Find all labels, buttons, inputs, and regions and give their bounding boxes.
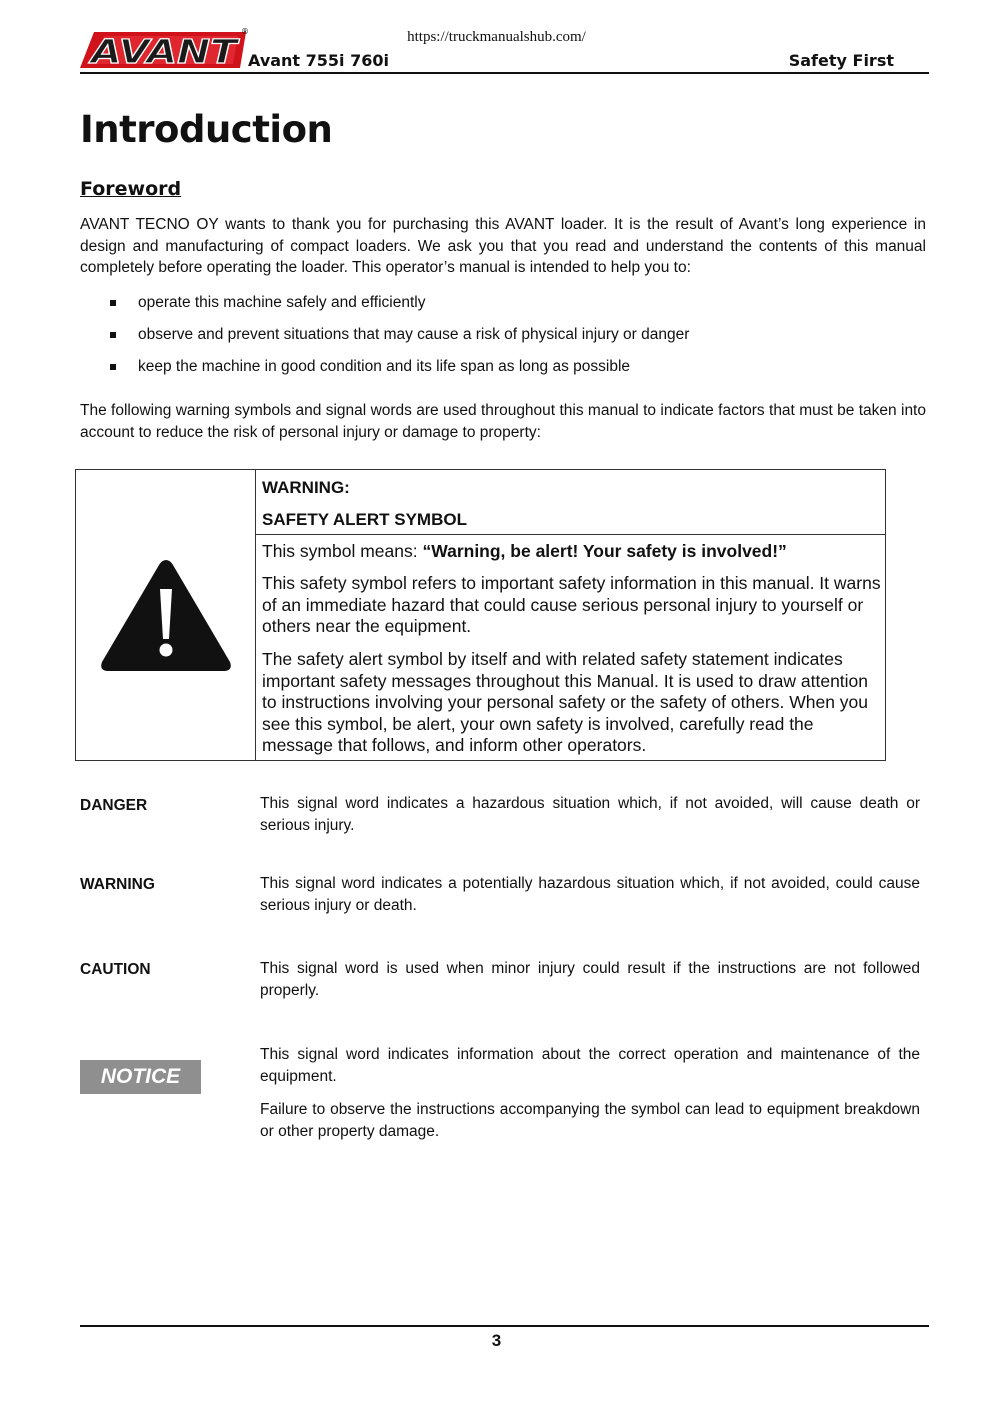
signal-word-danger: DANGER xyxy=(80,797,148,814)
page-number: 3 xyxy=(491,1331,502,1350)
registered-mark: ® xyxy=(241,27,249,36)
caution-description: This signal word is used when minor injury could result if the instructions are not followed properly. xyxy=(260,960,920,999)
alert-paragraph-1: This safety symbol refers to important safety information in this manual. It warns of an immediate hazard that could cause serious personal injury to yourself or others near the equipment. xyxy=(262,573,881,636)
alert-title-warning: WARNING: xyxy=(262,478,350,497)
avant-logo xyxy=(80,26,248,70)
notice-badge: NOTICE xyxy=(80,1060,201,1094)
footer-divider xyxy=(80,1325,929,1327)
logo-wordmark: AVANT xyxy=(87,32,240,71)
alert-meaning: This symbol means: “Warning, be alert! Your safety is involved!” xyxy=(262,541,787,561)
alert-icon-cell xyxy=(76,470,256,760)
warning-intro: The following warning symbols and signal words are used throughout this manual to indicate factors that must be taken into account to reduce the risk of personal injury or damage to property: xyxy=(80,402,926,441)
list-item: keep the machine in good condition and its life span as long as possible xyxy=(80,356,926,388)
alert-title-cell xyxy=(256,470,885,535)
warning-description: This signal word indicates a potentially hazardous situation which, if not avoided, could cause serious injury or death. xyxy=(260,875,920,914)
section-name: Safety First xyxy=(788,51,894,70)
signal-word-warning: WARNING xyxy=(80,876,155,893)
danger-description: This signal word indicates a hazardous situation which, if not avoided, will cause death or serious injury. xyxy=(260,795,920,834)
notice-description: This signal word indicates information about the correct operation and maintenance of the equipment. xyxy=(260,1046,920,1085)
alert-body-cell xyxy=(256,535,885,760)
page-title: Introduction xyxy=(80,108,333,151)
signal-word-caution: CAUTION xyxy=(80,961,151,978)
bullet-square-icon xyxy=(110,332,116,338)
model-name: Avant 755i 760i xyxy=(248,51,389,70)
alert-title-symbol: SAFETY ALERT SYMBOL xyxy=(262,510,467,529)
safety-alert-triangle-icon xyxy=(98,554,234,676)
notice-failure-description: Failure to observe the instructions accompanying the symbol can lead to equipment breakdown or other property damage. xyxy=(260,1101,920,1140)
source-url[interactable]: https://truckmanualshub.com/ xyxy=(407,29,586,45)
bullet-square-icon xyxy=(110,300,116,306)
foreword-heading: Foreword xyxy=(80,178,182,200)
list-item: operate this machine safely and efficiently xyxy=(80,292,926,324)
list-item: observe and prevent situations that may cause a risk of physical injury or danger xyxy=(80,324,926,356)
bullet-square-icon xyxy=(110,364,116,370)
foreword-intro: AVANT TECNO OY wants to thank you for purchasing this AVANT loader. It is the result of Avant’s long experience in design and manufacturing of compact loaders. We ask you that you read and understand the contents of this manual completely before operating the loader. This operator’s manual is intended to help you to: xyxy=(80,216,926,276)
header-divider xyxy=(80,72,929,74)
purpose-list xyxy=(80,292,926,388)
safety-alert-table xyxy=(75,469,886,761)
alert-paragraph-2: The safety alert symbol by itself and with related safety statement indicates important safety messages throughout this Manual. It is used to draw attention to instructions involving your personal safety or the safety of others. When you see this symbol, be alert, your own safety is involved, carefully read the message that follows, and inform other operators. xyxy=(262,649,869,755)
